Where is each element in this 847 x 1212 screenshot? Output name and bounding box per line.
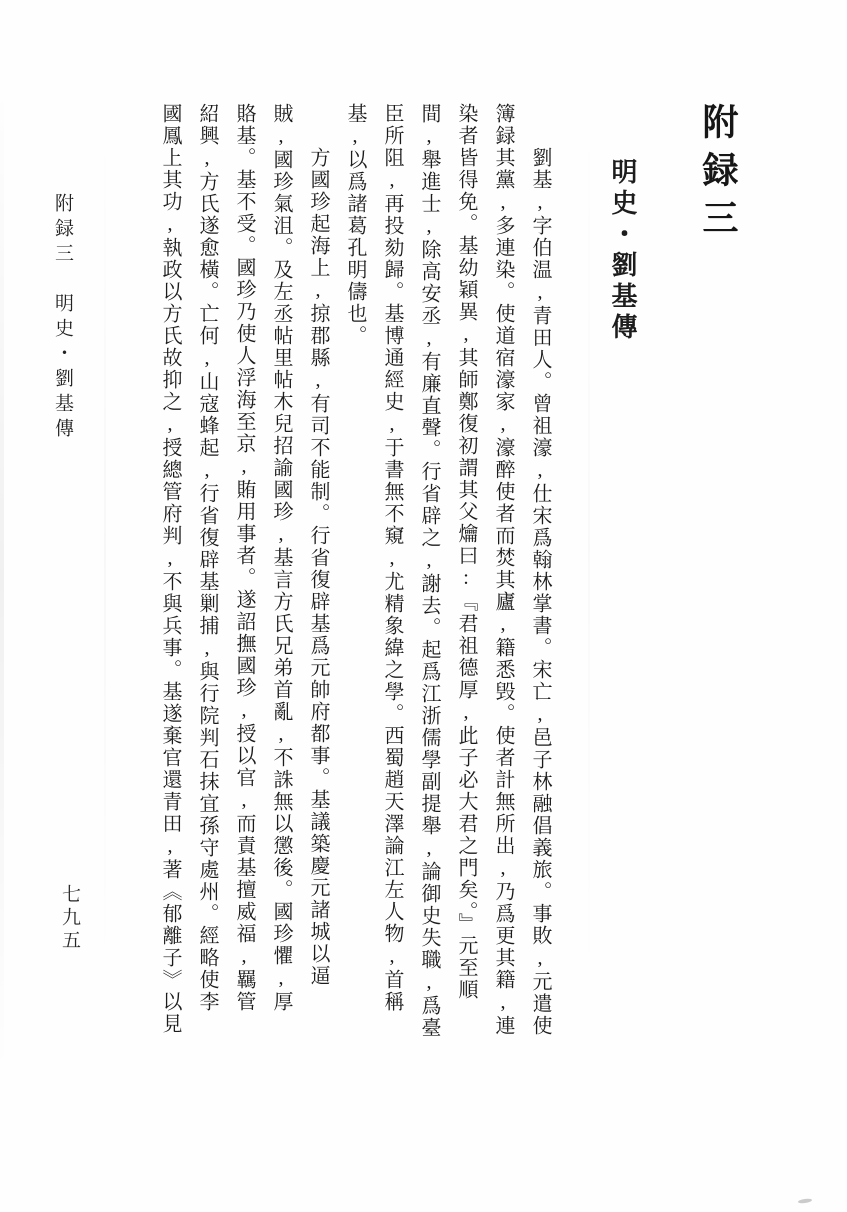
page-number: 七九五 xyxy=(59,884,80,953)
text-column: 基,以爲諸葛孔明儔也。 xyxy=(344,103,366,347)
text-column: 染者皆得免。基幼穎異,其師鄭復初謂其父爚曰:『君祖德厚,此子必大君之門矣。』元至順 xyxy=(455,103,477,1001)
text-column: 間,舉進士,除高安丞,有廉直聲。行省辟之,謝去。起爲江浙儒學副提舉,論御史失職,爲臺 xyxy=(418,103,440,1039)
scan-artifact-streak xyxy=(588,100,590,1000)
main-text-block xyxy=(146,103,558,1063)
scan-artifact-streak xyxy=(104,120,106,980)
text-column: 國鳳上其功,執政以方氏故抑之,授總管府判,不與兵事。基遂棄官還青田,著《郁離子》以見 xyxy=(159,103,181,1035)
text-column: 賊,國珍氣沮。及左丞帖里帖木兒招諭國珍,基言方氏兄弟首亂,不誅無以懲後。國珍懼,厚 xyxy=(270,103,292,1013)
page-title: 附録三 xyxy=(698,103,738,247)
text-column: 臣所阻,再投劾歸。基博通經史,于書無不窺,尤精象緯之學。西蜀趙天澤論江左人物,首稱 xyxy=(381,103,403,1013)
scan-artifact-smudge xyxy=(798,1198,812,1204)
running-title: 附録三 明史・劉基傳 xyxy=(52,193,73,443)
text-column: 方國珍起海上,掠郡縣,有司不能制。行省復辟基爲元帥府都事。基議築慶元諸城以逼 xyxy=(307,147,329,987)
text-column: 紹興,方氏遂愈橫。亡何,山寇蜂起,行省復辟基剿捕,與行院判石抹宜孫守處州。經略使李 xyxy=(196,103,218,1013)
section-subtitle: 明史・劉基傳 xyxy=(608,158,637,344)
scan-artifact-streak xyxy=(0,80,4,1080)
text-column: 劉基,字伯温,青田人。曾祖濠,仕宋爲翰林掌書。宋亡,邑子林融倡義旅。事敗,元遣使 xyxy=(529,147,551,1037)
text-column: 簿録其黨,多連染。使道宿濠家,濠醉使者而焚其廬,籍悉毁。使者計無所出,乃爲更其籍,連 xyxy=(492,103,514,1037)
text-column: 賂基。基不受。國珍乃使人浮海至京,賄用事者。遂詔撫國珍,授以官,而責基擅威福,羈管 xyxy=(233,103,255,1013)
